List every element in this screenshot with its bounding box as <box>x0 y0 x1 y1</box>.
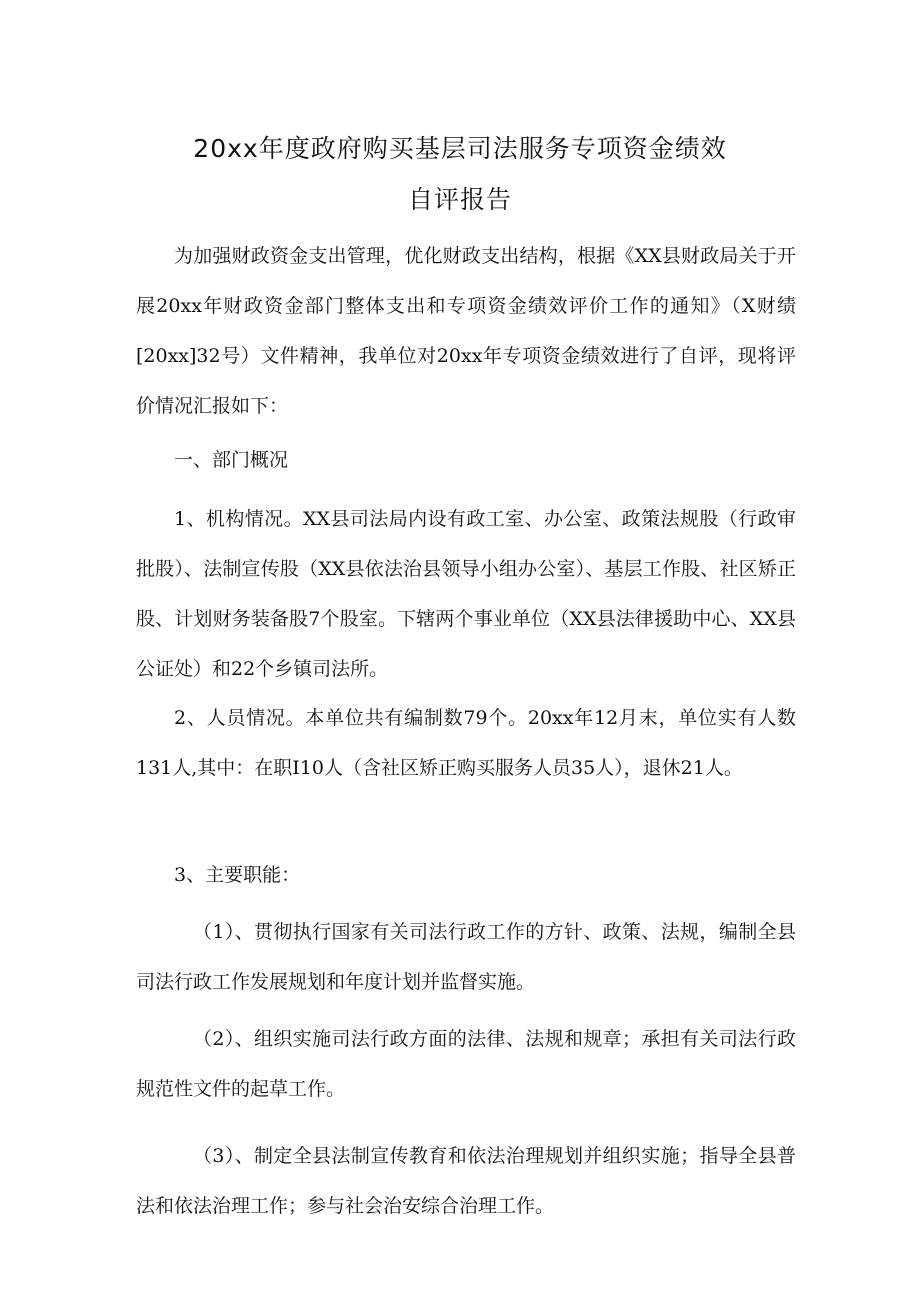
subheading-main-functions: 3、主要职能： <box>174 864 301 886</box>
paragraph-personnel: 2、人员情况。本单位共有编制数79个。20xx年12月末，单位实有人数131人,其中：在职I10人（含社区矫正购买服务人员35人），退休21人。 <box>136 707 796 779</box>
section-heading-department-overview: 一、部门概况 <box>174 449 289 471</box>
document-title-line2: 自评报告 <box>407 185 512 214</box>
paragraph-organization: 1、机构情况。XX县司法局内设有政工室、办公室、政策法规股（行政审批股）、法制宣传股（XX县依法治县领导小组办公室）、基层工作股、社区矫正股、计划财务装备股7个股室。下辖两个事业单位（XX县法律援助中心、XX县公证处）和22个乡镇司法所。 <box>136 508 796 680</box>
paragraph-duty-2: （2）、组织实施司法行政方面的法律、法规和规章；承担有关司法行政规范性文件的起草工作。 <box>136 1028 796 1100</box>
paragraph-duty-3: （3）、制定全县法制宣传教育和依法治理规划并组织实施；指导全县普法和依法治理工作；参与社会治安综合治理工作。 <box>136 1145 796 1217</box>
document-title-line1: 20xx年度政府购买基层司法服务专项资金绩效 <box>193 134 727 163</box>
paragraph-duty-1: （1）、贯彻执行国家有关司法行政工作的方针、政策、法规，编制全县司法行政工作发展规划和年度计划并监督实施。 <box>136 921 796 993</box>
intro-paragraph: 为加强财政资金支出管理，优化财政支出结构，根据《XX县财政局关于开展20xx年财政资金部门整体支出和专项资金绩效评价工作的通知》（X财绩[20xx]32号）文件精神，我单位对20xx年专项资金绩效进行了自评，现将评价情况汇报如下： <box>136 245 796 417</box>
